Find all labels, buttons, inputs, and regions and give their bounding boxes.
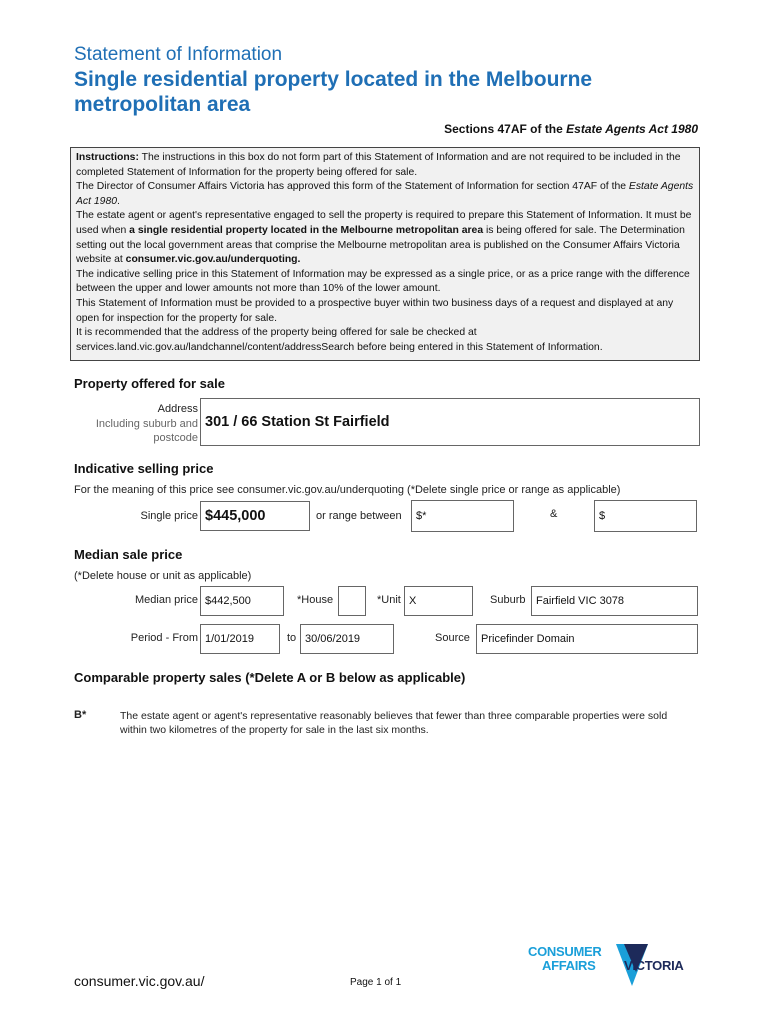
instructions-p2	[76, 180, 694, 209]
house-field[interactable]	[338, 586, 366, 616]
sections-prefix: Sections 47AF of the	[444, 122, 567, 136]
address-label-block	[60, 402, 198, 446]
document-title: Single residential property located in the Melbourne metropolitan area	[74, 68, 593, 116]
single-price-label: Single price	[140, 510, 198, 522]
instructions-p1	[76, 151, 694, 180]
logo-victoria-text: VICTORIA	[624, 958, 684, 973]
page-number: Page 1 of 1	[350, 977, 402, 988]
range-label: or range between	[316, 510, 402, 522]
range-ampersand: &	[550, 508, 558, 520]
instructions-box	[70, 147, 700, 361]
document-supertitle: Statement of Information	[74, 44, 283, 65]
median-note: (*Delete house or unit as applicable)	[74, 570, 252, 582]
house-label: *House	[297, 594, 334, 606]
instructions-label: Instructions:	[76, 152, 139, 163]
median-price-field[interactable]: $442,500	[200, 586, 284, 616]
consumer-affairs-victoria-logo	[528, 942, 708, 992]
sections-act: Estate Agents Act 1980	[566, 122, 698, 136]
logo-affairs-text: AFFAIRS	[542, 958, 596, 973]
instructions-text-3b: is being offered for sale. The Determination setting out the local government areas that comprise the Melbourne metropolitan area is published on the Consumer Affairs Victoria website at	[76, 224, 685, 266]
indicative-price-heading: Indicative selling price	[74, 461, 214, 476]
unit-field[interactable]: X	[404, 586, 473, 616]
range-high-field[interactable]: $	[594, 500, 697, 532]
instructions-p6: It is recommended that the address of the property being offered for sale be checked at services.land.vic.gov.au/landchannel/content/addressSearch before being entered in this Statement of Information.	[76, 327, 603, 353]
instructions-text-3a: The estate agent or agent's representative engaged to sell the property is required to prepare this Statement of Information. It must be used when	[76, 210, 692, 236]
median-heading: Median sale price	[74, 547, 183, 562]
address-sub-label: Including suburb and	[95, 417, 198, 430]
instructions-act: Estate Agents Act 1980	[76, 181, 694, 207]
period-from-label: Period - From	[130, 632, 198, 644]
median-price-label: Median price	[135, 594, 198, 606]
underquoting-link[interactable]: consumer.vic.gov.au/underquoting.	[125, 254, 301, 266]
comparable-option-marker: B*	[74, 709, 87, 721]
address-label: Address	[157, 403, 198, 415]
instructions-text-1: The instructions in this box do not form part of this Statement of Information and are not required to be included in the completed Statement of Information for the property being offered for sale.	[76, 152, 681, 178]
comparable-heading: Comparable property sales (*Delete A or B below as applicable)	[74, 670, 466, 685]
logo-consumer-text: CONSUMER	[528, 944, 602, 959]
instructions-p5: This Statement of Information must be provided to a prospective buyer within two business days of a request and displayed at any open for inspection for the property for sale.	[76, 297, 674, 324]
instructions-text-2-end: .	[117, 195, 120, 207]
suburb-field[interactable]: Fairfield VIC 3078	[531, 586, 698, 616]
period-from-field[interactable]: 1/01/2019	[200, 624, 280, 654]
instructions-text-3-bold: a single residential property located in the Melbourne metropolitan area	[129, 224, 484, 236]
sections-reference	[444, 122, 698, 136]
source-field[interactable]: Pricefinder Domain	[476, 624, 698, 654]
property-heading: Property offered for sale	[74, 376, 225, 391]
instructions-text-2: The Director of Consumer Affairs Victoria has approved this form of the Statement of Information for section 47AF of the	[76, 181, 629, 193]
instructions-p4: The indicative selling price in this Statement of Information may be expressed as a single price, or as a price range with the difference between the upper and lower amounts not more than 10% of the lower amount.	[76, 268, 690, 295]
period-to-field[interactable]: 30/06/2019	[300, 624, 394, 654]
address-postcode-label: postcode	[153, 432, 198, 444]
footer-url[interactable]: consumer.vic.gov.au/	[74, 973, 205, 989]
source-label: Source	[435, 632, 470, 644]
address-field[interactable]: 301 / 66 Station St Fairfield	[200, 398, 700, 446]
comparable-text: The estate agent or agent's representative reasonably believes that fewer than three comparable properties were sold within two kilometres of the property for sale in the last six months.	[120, 710, 668, 736]
price-note: For the meaning of this price see consumer.vic.gov.au/underquoting (*Delete single price or range as applicable)	[74, 484, 621, 496]
instructions-p3	[76, 209, 694, 267]
single-price-field[interactable]: $445,000	[200, 501, 310, 531]
period-to-label: to	[287, 632, 297, 644]
range-low-field[interactable]: $*	[411, 500, 514, 532]
unit-label: *Unit	[377, 594, 401, 606]
suburb-label: Suburb	[490, 594, 526, 606]
